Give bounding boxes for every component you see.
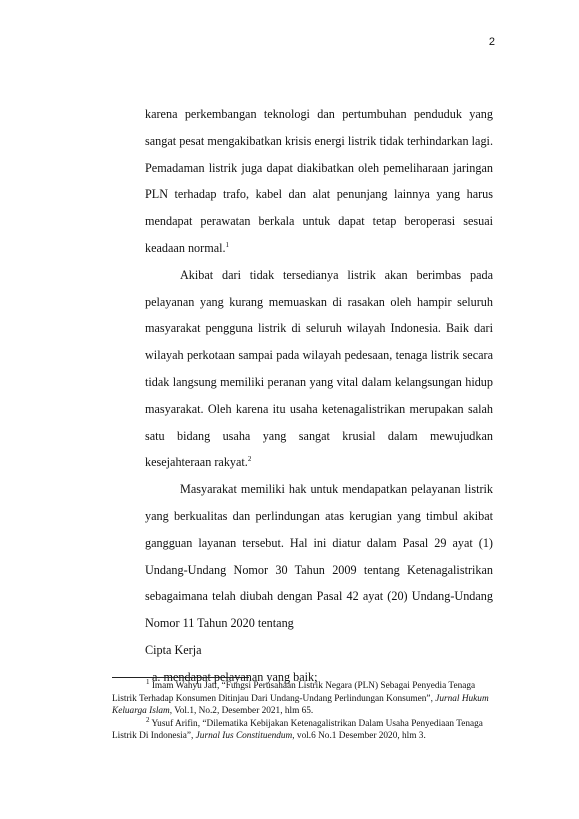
- footnote-journal: Jurnal Ius Constituendum: [195, 731, 293, 742]
- footnote-number: 1: [146, 677, 150, 686]
- paragraph: [145, 262, 493, 476]
- paragraph: Cipta Kerja: [145, 642, 202, 657]
- footnote-number: 2: [146, 715, 150, 724]
- footnote-journal: Jurnal Hukum Keluarga Islam: [112, 693, 489, 717]
- paragraph-text: karena perkembangan teknologi dan pertumbuhan penduduk yang sangat pesat mengakibatkan krisis energi listrik tidak terhindarkan lagi. Pemadaman listrik juga dapat diakibatkan oleh pemeliharaan jaringan PLN terhadap trafo, kabel dan alat penunjang lainnya yang harus mendapat perawatan berkala untuk dapat tetap beroperasi sesuai keadaan normal.: [145, 107, 493, 255]
- footnote-details: , vol.6 No.1 Desember 2020, hlm 3.: [292, 731, 426, 742]
- list-item: a. mendapat pelayanan yang baik;: [152, 669, 318, 684]
- footnote-reference: 2: [247, 455, 252, 464]
- paragraph-text: Akibat dari tidak tersedianya listrik akan berimbas pada pelayanan yang kurang memuaskan di rasakan oleh hampir seluruh masyarakat pengguna listrik di seluruh wilayah Indonesia. Baik dari wilayah perkotaan sampai pada wilayah pedesaan, tenaga listrik secara tidak langsung memiliki peranan yang vital dalam kelangsungan hidup masyarakat. Oleh karena itu usaha ketenagalistrikan merupakan salah satu bidang usaha yang sangat krusial dalam mewujudkan kesejahteraan rakyat.: [145, 267, 493, 470]
- footnote: [112, 677, 493, 718]
- footnote-details: , Vol.1, No.2, Desember 2021, hlm 65.: [169, 706, 314, 717]
- paragraph: [145, 101, 493, 262]
- page-number: 2: [488, 36, 495, 48]
- footnote: [112, 715, 493, 743]
- paragraph: Masyarakat memiliki hak untuk mendapatkan pelayanan listrik yang berkualitas dan perlindungan atas kerugian yang timbul akibat gangguan layanan tersebut. Hal ini diatur dalam Pasal 29 ayat (1) Undang-Undang Nomor 30 Tahun 2009 tentang Ketenagalistrikan sebagaimana telah diubah dengan Pasal 42 ayat (20) Undang-Undang Nomor 11 Tahun 2020 tentang: [145, 482, 493, 631]
- footnote-divider: [112, 677, 249, 678]
- body-text: [145, 101, 493, 691]
- footnote-text: Yusuf Arifin, “Dilematika Kebijakan Ketenagalistrikan Dalam Usaha Penyediaan Tenaga Listrik Di Indonesia”,: [112, 718, 483, 742]
- footnote-reference: 1: [225, 240, 230, 249]
- footnotes: [112, 677, 493, 743]
- footnote-text: Imam Wahyu Jati, “Fungsi Perusahaan Listrik Negara (PLN) Sebagai Penyedia Tenaga Listrik Terhadap Konsumen Ditinjau Dari Undang-Undang Perlindungan Konsumen”,: [112, 681, 476, 704]
